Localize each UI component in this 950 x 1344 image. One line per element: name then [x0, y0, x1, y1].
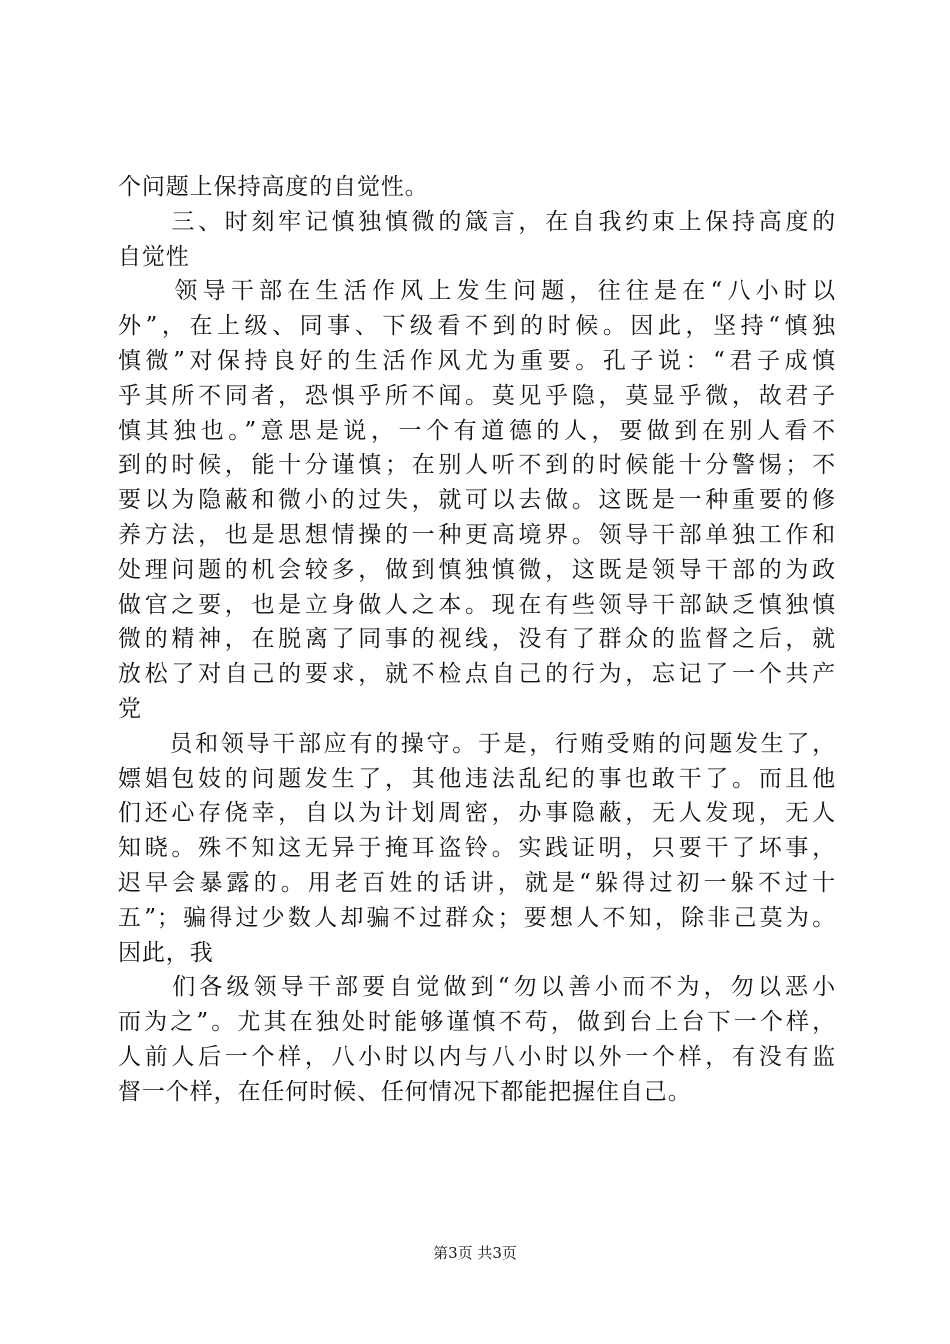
text-line: 迟早会暴露的。用老百姓的话讲，就是“躲得过初一躲不过十	[118, 869, 836, 896]
text-line: 三、时刻牢记慎独慎微的箴言，在自我约束上保持高度的	[118, 208, 836, 235]
text-line: 们各级领导干部要自觉做到“勿以善小而不为，勿以恶小	[118, 974, 836, 1001]
text-line: 微的精神，在脱离了同事的视线，没有了群众的监督之后，就	[118, 626, 836, 653]
text-line: 做官之要，也是立身做人之本。现在有些领导干部缺乏慎独慎	[118, 591, 836, 618]
text-line: 人前人后一个样，八小时以内与八小时以外一个样，有没有监	[118, 1043, 836, 1070]
text-line: 处理问题的机会较多，做到慎独慎微，这既是领导干部的为政	[118, 556, 836, 583]
text-line: 而为之”。尤其在独处时能够谨慎不苟，做到台上台下一个样，	[118, 1009, 836, 1036]
text-line: 因此，我	[118, 939, 214, 966]
text-line: 外”，在上级、同事、下级看不到的时候。因此，坚持“慎独	[118, 313, 836, 340]
text-line: 放松了对自己的要求，就不检点自己的行为，忘记了一个共产	[118, 661, 836, 688]
document-body	[118, 170, 836, 1110]
text-line: 嫖娼包妓的问题发生了，其他违法乱纪的事也敢干了。而且他	[118, 765, 836, 792]
text-line: 党	[118, 695, 142, 722]
text-line: 五”；骗得过少数人却骗不过群众；要想人不知，除非己莫为。	[118, 904, 836, 931]
text-line: 乎其所不同者，恐惧乎所不闻。莫见乎隐，莫显乎微，故君子	[118, 382, 836, 409]
text-line: 自觉性	[118, 243, 190, 270]
text-line: 要以为隐蔽和微小的过失，就可以去做。这既是一种重要的修	[118, 487, 836, 514]
text-line: 慎微”对保持良好的生活作风尤为重要。孔子说：“君子成慎	[118, 347, 836, 374]
text-line: 到的时候，能十分谨慎；在别人听不到的时候能十分警惕；不	[118, 452, 836, 479]
text-line: 领导干部在生活作风上发生问题，往往是在“八小时以	[118, 278, 836, 305]
text-line: 督一个样，在任何时候、任何情况下都能把握住自己。	[118, 1078, 692, 1105]
text-line: 养方法，也是思想情操的一种更高境界。领导干部单独工作和	[118, 521, 836, 548]
text-line: 慎其独也。”意思是说，一个有道德的人，要做到在别人看不	[118, 417, 836, 444]
text-line: 个问题上保持高度的自觉性。	[118, 174, 429, 200]
text-line: 们还心存侥幸，自以为计划周密，办事隐蔽，无人发现，无人	[118, 800, 836, 827]
text-line: 员和领导干部应有的操守。于是，行贿受贿的问题发生了，	[118, 730, 836, 757]
page-footer: 第3页 共3页	[433, 1244, 517, 1262]
text-line: 知晓。殊不知这无异于掩耳盗铃。实践证明，只要干了坏事，	[118, 835, 836, 862]
